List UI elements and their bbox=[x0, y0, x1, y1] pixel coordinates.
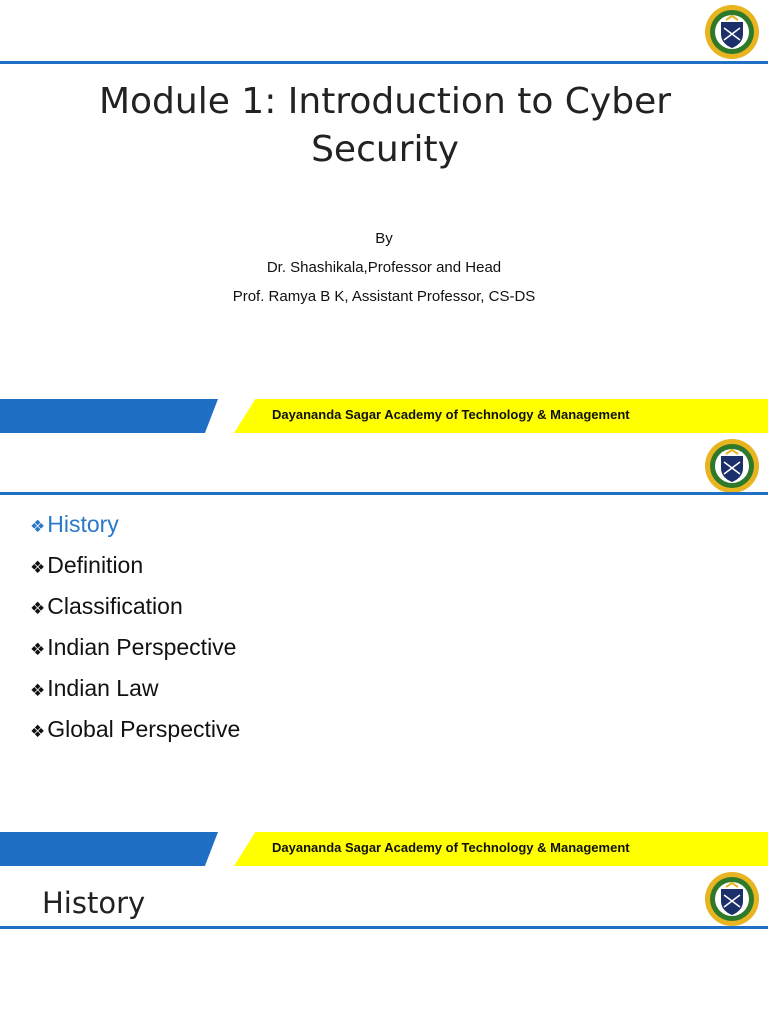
institution-logo-icon bbox=[704, 4, 760, 60]
author-2: Prof. Ramya B K, Assistant Professor, CS-DS bbox=[232, 288, 536, 305]
footer-institution-name: Dayananda Sagar Academy of Technology & Management bbox=[272, 407, 630, 422]
diamond-bullet-icon: ❖ bbox=[30, 599, 46, 618]
diamond-bullet-icon: ❖ bbox=[30, 722, 46, 741]
header-rule bbox=[0, 926, 768, 929]
footer-banner bbox=[0, 399, 768, 433]
diamond-bullet-icon: ❖ bbox=[30, 517, 46, 536]
agenda-item-indian-perspective[interactable]: ❖Indian Perspective bbox=[30, 634, 237, 660]
header-rule bbox=[0, 61, 768, 64]
agenda-list bbox=[30, 505, 240, 751]
title-line-1: Module 1: Introduction to Cyber bbox=[98, 81, 672, 122]
diamond-bullet-icon: ❖ bbox=[30, 681, 46, 700]
agenda-item-global-perspective[interactable]: ❖Global Perspective bbox=[30, 716, 241, 742]
title-line-2: Security bbox=[311, 129, 459, 170]
agenda-item-definition[interactable]: ❖Definition bbox=[30, 552, 144, 578]
footer-institution-name: Dayananda Sagar Academy of Technology & Management bbox=[272, 840, 630, 855]
institution-logo-icon bbox=[704, 871, 760, 927]
diamond-bullet-icon: ❖ bbox=[30, 640, 46, 659]
slide-2-agenda bbox=[0, 433, 768, 866]
agenda-item-classification[interactable]: ❖Classification bbox=[30, 593, 183, 619]
by-label: By bbox=[375, 230, 393, 247]
header-rule bbox=[0, 492, 768, 495]
institution-logo-icon bbox=[704, 438, 760, 494]
footer-blue-band bbox=[0, 832, 218, 866]
slide-title bbox=[60, 78, 710, 174]
agenda-item-indian-law[interactable]: ❖Indian Law bbox=[30, 675, 159, 701]
diamond-bullet-icon: ❖ bbox=[30, 558, 46, 577]
footer-blue-band bbox=[0, 399, 218, 433]
footer-banner bbox=[0, 832, 768, 866]
agenda-item-history[interactable]: ❖History bbox=[30, 511, 119, 537]
slide-1-title bbox=[0, 0, 768, 433]
section-title: History bbox=[42, 886, 146, 920]
author-1: Dr. Shashikala,Professor and Head bbox=[266, 259, 502, 276]
slide-3-history bbox=[0, 866, 768, 1024]
